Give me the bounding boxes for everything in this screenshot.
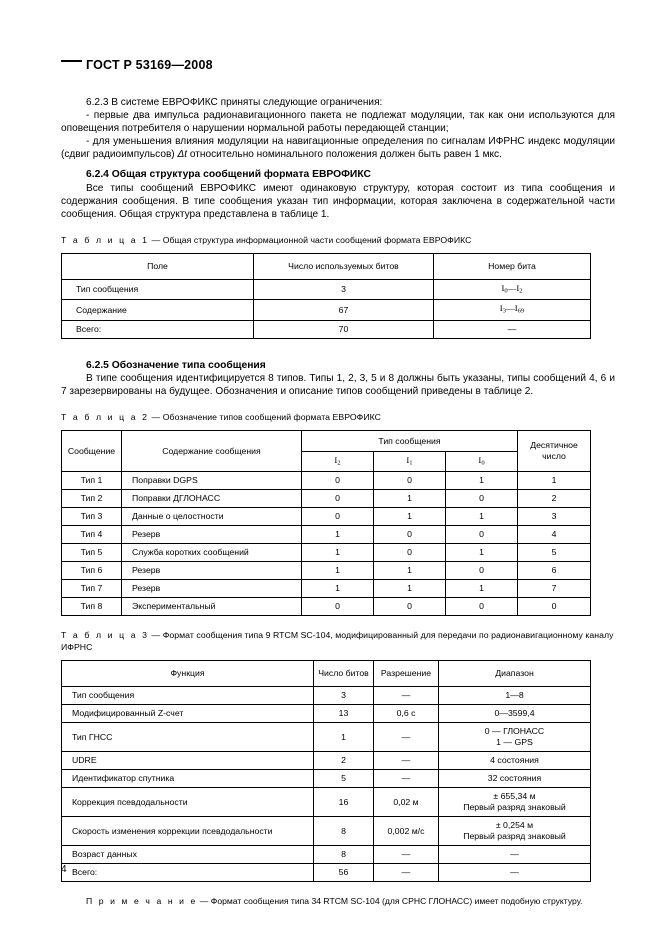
table2-body <box>62 472 591 616</box>
table3-r5-range <box>439 788 591 817</box>
table2-r3-i1: 0 <box>374 526 446 544</box>
table1-r0-field: Тип сообщения <box>62 279 254 299</box>
table3-r6-resolution: 0,002 м/с <box>374 817 439 846</box>
table-row <box>62 490 591 508</box>
table3-caption-text: — Формат сообщения типа 9 RTCM SC-104, модифицированный для передачи по радионавигационному каналу ИФРНС <box>61 630 614 653</box>
table3-r3-range <box>439 752 591 770</box>
table-row <box>62 320 591 338</box>
table2-header-i2 <box>302 452 374 472</box>
table-row <box>62 723 591 752</box>
table-row <box>62 472 591 490</box>
page-content <box>61 96 615 907</box>
note-text: — Формат сообщения типа 34 RTCM SC-104 (для СРНС ГЛОНАСС) имеет подобную структуру. <box>197 896 583 907</box>
table3-r0-function: Тип сообщения <box>62 687 314 705</box>
table2-r3-i2: 1 <box>302 526 374 544</box>
table3-body <box>62 687 591 882</box>
table2-r7-decimal: 0 <box>518 598 591 616</box>
table3-header-range: Диапазон <box>439 661 591 687</box>
table2-r7-i1: 0 <box>374 598 446 616</box>
table1-caption-text: — Общая структура информационной части сообщений формата ЕВРОФИКС <box>149 234 472 245</box>
table3-r7-range-l1: — <box>510 849 519 860</box>
t2-i2: I <box>334 455 338 465</box>
table3-r2-range-l2: 1 — GPS <box>496 737 533 748</box>
heading-6-2-4: 6.2.4 Общая структура сообщений формата ЕВРОФИКС <box>86 169 371 181</box>
table3-r0-resolution: — <box>374 687 439 705</box>
dash2-text-a: - для уменьшения влияния модуляции на навигационные определения по сигналам ИФРНС индекс модуляции (сдвиг радиоимпульсов) <box>61 136 615 161</box>
table3-r8-range-l1: — <box>510 867 519 878</box>
table3-r2-resolution: — <box>374 723 439 752</box>
t2-i0: I <box>478 455 482 465</box>
table-row <box>62 705 591 723</box>
table3-header-bits: Число битов <box>314 661 374 687</box>
table-row <box>62 817 591 846</box>
table3-r6-range-l2: Первый разряд знаковый <box>463 831 566 842</box>
table2-r5-content: Резерв <box>122 562 302 580</box>
table2-header-content: Содержание сообщения <box>122 431 302 472</box>
table-row <box>62 598 591 616</box>
table3-r6-range <box>439 817 591 846</box>
table1-r1-bits: 67 <box>254 300 434 320</box>
table3-r8-resolution: — <box>374 864 439 882</box>
table3-r3-range-l1: 4 состояния <box>490 755 539 766</box>
table2-r1-i0: 0 <box>446 490 518 508</box>
table2-r4-decimal: 5 <box>518 544 591 562</box>
table3-header-row <box>62 661 591 687</box>
table1-r2-field: Всего: <box>62 320 254 338</box>
t2-i0-sub: 0 <box>481 459 485 467</box>
table2-header-decimal-l1: Десятичное <box>530 440 578 451</box>
table2-r1-decimal: 2 <box>518 490 591 508</box>
table2-r5-message: Тип 6 <box>62 562 122 580</box>
t1r1-to: I <box>514 303 518 314</box>
table-row <box>62 788 591 817</box>
table-row <box>62 544 591 562</box>
t1r0-from-sub: 0 <box>504 287 508 295</box>
table2-r2-message: Тип 3 <box>62 508 122 526</box>
table-row <box>62 562 591 580</box>
table3-r7-resolution: — <box>374 846 439 864</box>
table3-r7-function: Возраст данных <box>62 846 314 864</box>
table-row <box>62 526 591 544</box>
table-row <box>62 752 591 770</box>
table1-caption <box>61 234 615 246</box>
table2-r7-message: Тип 8 <box>62 598 122 616</box>
table3-r2-bits: 1 <box>314 723 374 752</box>
table3-r2-range <box>439 723 591 752</box>
table2-r4-i0: 1 <box>446 544 518 562</box>
table3-r5-bits: 16 <box>314 788 374 817</box>
table3-r5-resolution: 0,02 м <box>374 788 439 817</box>
table2-caption-text: — Обозначение типов сообщений формата ЕВРОФИКС <box>149 412 381 422</box>
table-2-message-types <box>61 430 591 616</box>
table1-r0-bits: 3 <box>254 279 434 299</box>
table2-r4-content: Служба коротких сообщений <box>122 544 302 562</box>
table2-r2-i1: 1 <box>374 508 446 526</box>
table3-r8-range <box>439 864 591 882</box>
table2-r6-i0: 1 <box>446 580 518 598</box>
table3-r4-resolution: — <box>374 770 439 788</box>
table2-r5-i2: 1 <box>302 562 374 580</box>
t1r0-to-sub: 2 <box>519 287 523 295</box>
t1r1-from-sub: 3 <box>502 307 506 315</box>
table2-r0-i1: 0 <box>374 472 446 490</box>
table2-r0-i0: 1 <box>446 472 518 490</box>
t2-i1-sub: 1 <box>409 459 413 467</box>
table3-r6-function: Скорость изменения коррекции псевдодальности <box>62 817 314 846</box>
table-row <box>62 580 591 598</box>
table2-r0-i2: 0 <box>302 472 374 490</box>
table3-caption-label: Т а б л и ц а 3 <box>61 630 150 641</box>
t1r1-to-sub: 69 <box>517 307 525 315</box>
table3-r0-bits: 3 <box>314 687 374 705</box>
table2-header-i0 <box>446 452 518 472</box>
table3-r4-range <box>439 770 591 788</box>
table1-header-row <box>62 253 591 279</box>
table3-r0-range <box>439 687 591 705</box>
table3-r5-range-l2: Первый разряд знаковый <box>463 802 566 813</box>
delta-t-symbol: Δt <box>177 149 188 161</box>
page-number: 4 <box>61 864 67 875</box>
table2-r1-i2: 0 <box>302 490 374 508</box>
table2-r2-i2: 0 <box>302 508 374 526</box>
table3-r8-bits: 56 <box>314 864 374 882</box>
table2-r7-i2: 0 <box>302 598 374 616</box>
table2-r0-decimal: 1 <box>518 472 591 490</box>
table1-r2-bits: 70 <box>254 320 434 338</box>
heading-6-2-5: 6.2.5 Обозначение типа сообщения <box>86 359 266 371</box>
table2-r4-i2: 1 <box>302 544 374 562</box>
table3-r4-bits: 5 <box>314 770 374 788</box>
table2-r6-i1: 1 <box>374 580 446 598</box>
table2-r1-message: Тип 2 <box>62 490 122 508</box>
table3-r2-range-l1: 0 — ГЛОНАСС <box>484 726 545 737</box>
note-label: П р и м е ч а н и е <box>86 896 198 907</box>
table2-header-decimal-l2: число <box>542 451 566 462</box>
table-3-rtcm-format <box>61 660 591 882</box>
table2-r4-i1: 0 <box>374 544 446 562</box>
table3-r1-range <box>439 705 591 723</box>
t2-i1: I <box>406 455 410 465</box>
table-row <box>62 300 591 320</box>
table2-r4-message: Тип 5 <box>62 544 122 562</box>
table3-r6-bits: 8 <box>314 817 374 846</box>
table3-r1-range-l1: 0—3599,4 <box>494 708 535 719</box>
table2-r3-decimal: 4 <box>518 526 591 544</box>
table-row <box>62 687 591 705</box>
table3-r5-function: Коррекция псевдодальности <box>62 788 314 817</box>
table1-header-field: Поле <box>62 253 254 279</box>
table2-caption <box>61 411 615 423</box>
table2-r7-i0: 0 <box>446 598 518 616</box>
table3-header-resolution: Разрешение <box>374 661 439 687</box>
table3-r0-range-l1: 1—8 <box>505 690 524 701</box>
table2-caption-label: Т а б л и ц а 2 <box>61 412 150 422</box>
table2-r2-content: Данные о целостности <box>122 508 302 526</box>
table2-r6-decimal: 7 <box>518 580 591 598</box>
table3-r1-function: Модифицированный Z-счет <box>62 705 314 723</box>
table2-r1-i1: 1 <box>374 490 446 508</box>
table2-header-decimal <box>518 431 591 472</box>
table3-r3-resolution: — <box>374 752 439 770</box>
table2-r1-content: Поправки ДГЛОНАСС <box>122 490 302 508</box>
table2-r0-content: Поправки DGPS <box>122 472 302 490</box>
table2-r0-message: Тип 1 <box>62 472 122 490</box>
table2-r6-i2: 1 <box>302 580 374 598</box>
table1-caption-label: Т а б л и ц а 1 <box>61 234 150 245</box>
table2-r5-i0: 0 <box>446 562 518 580</box>
table-row <box>62 864 591 882</box>
table2-header-row-1 <box>62 431 591 452</box>
table2-r7-content: Экспериментальный <box>122 598 302 616</box>
table3-r2-function: Тип ГНСС <box>62 723 314 752</box>
table3-r1-bits: 13 <box>314 705 374 723</box>
table3-r4-function: Идентификатор спутника <box>62 770 314 788</box>
table-row <box>62 846 591 864</box>
t1r1-from: I <box>499 303 503 314</box>
table2-r2-decimal: 3 <box>518 508 591 526</box>
table1-header-bitnumber: Номер бита <box>434 253 591 279</box>
table3-r7-bits: 8 <box>314 846 374 864</box>
paragraph-6-2-4: Все типы сообщений ЕВРОФИКС имеют одинаковую структуру, которая состоит из типа сообщения и содержания сообщения. В типе сообщения указан тип информации, которая заключена в содержательной части сообщения. Общая структура представлена в таблице 1. <box>61 182 615 220</box>
table2-header-message: Сообщение <box>62 431 122 472</box>
table2-r5-decimal: 6 <box>518 562 591 580</box>
table3-note <box>61 895 615 907</box>
document-standard-number: ГОСТ Р 53169—2008 <box>86 58 213 72</box>
table3-r3-bits: 2 <box>314 752 374 770</box>
table3-caption <box>61 629 615 653</box>
paragraph-6-2-3-dash-1: - первые два импульса радионавигационного пакета не подлежат модуляции, так как они используются для оповещения потребителя о нарушении нормальной работы передающей станции; <box>61 110 615 135</box>
table1-r0-bitrange: $I_0—I_2$ <box>434 279 591 299</box>
table2-r3-message: Тип 4 <box>62 526 122 544</box>
table3-r7-range <box>439 846 591 864</box>
table2-r5-i1: 1 <box>374 562 446 580</box>
table1-r2-bitrange: — <box>434 320 591 338</box>
table3-r6-range-l1: ± 0,254 м <box>495 820 534 831</box>
table3-r5-range-l1: ± 655,34 м <box>493 791 536 802</box>
table2-r3-content: Резерв <box>122 526 302 544</box>
paragraph-6-2-3: 6.2.3 В системе ЕВРОФИКС приняты следующие ограничения: <box>86 97 383 108</box>
paragraph-6-2-5: В типе сообщения идентифицируется 8 типов. Типы 1, 2, 3, 5 и 8 должны быть указаны, типы сообщений 4, 6 и 7 зарезервированы на будущее. Обозначения и описание типов сообщений приведены в таблице 2. <box>61 372 615 397</box>
t2-i2-sub: 2 <box>337 459 341 467</box>
header-rule <box>61 60 82 62</box>
table2-r2-i0: 1 <box>446 508 518 526</box>
table2-r6-message: Тип 7 <box>62 580 122 598</box>
table3-r4-range-l1: 32 состояния <box>487 773 542 784</box>
table-1-message-structure <box>61 253 591 339</box>
table-row <box>62 508 591 526</box>
table-row <box>62 279 591 299</box>
table2-header-i1 <box>374 452 446 472</box>
paragraph-6-2-3-dash-2 <box>61 135 615 161</box>
t1r0-from: I <box>501 282 505 293</box>
table3-r1-resolution: 0,6 с <box>374 705 439 723</box>
table1-header-bits: Число используемых битов <box>254 253 434 279</box>
table3-r8-function: Всего: <box>62 864 314 882</box>
table2-r3-i0: 0 <box>446 526 518 544</box>
table1-r1-bitrange: $I_3—I_{69}$ <box>434 300 591 320</box>
table2-r6-content: Резерв <box>122 580 302 598</box>
table3-header-function: Функция <box>62 661 314 687</box>
table1-r1-field: Содержание <box>62 300 254 320</box>
t1r0-to: I <box>516 282 520 293</box>
table3-r3-function: UDRE <box>62 752 314 770</box>
dash2-text-b: относительно номинального положения должен быть равен 1 мкс. <box>187 149 502 161</box>
table2-header-type-group: Тип сообщения <box>302 431 518 452</box>
table-row <box>62 770 591 788</box>
